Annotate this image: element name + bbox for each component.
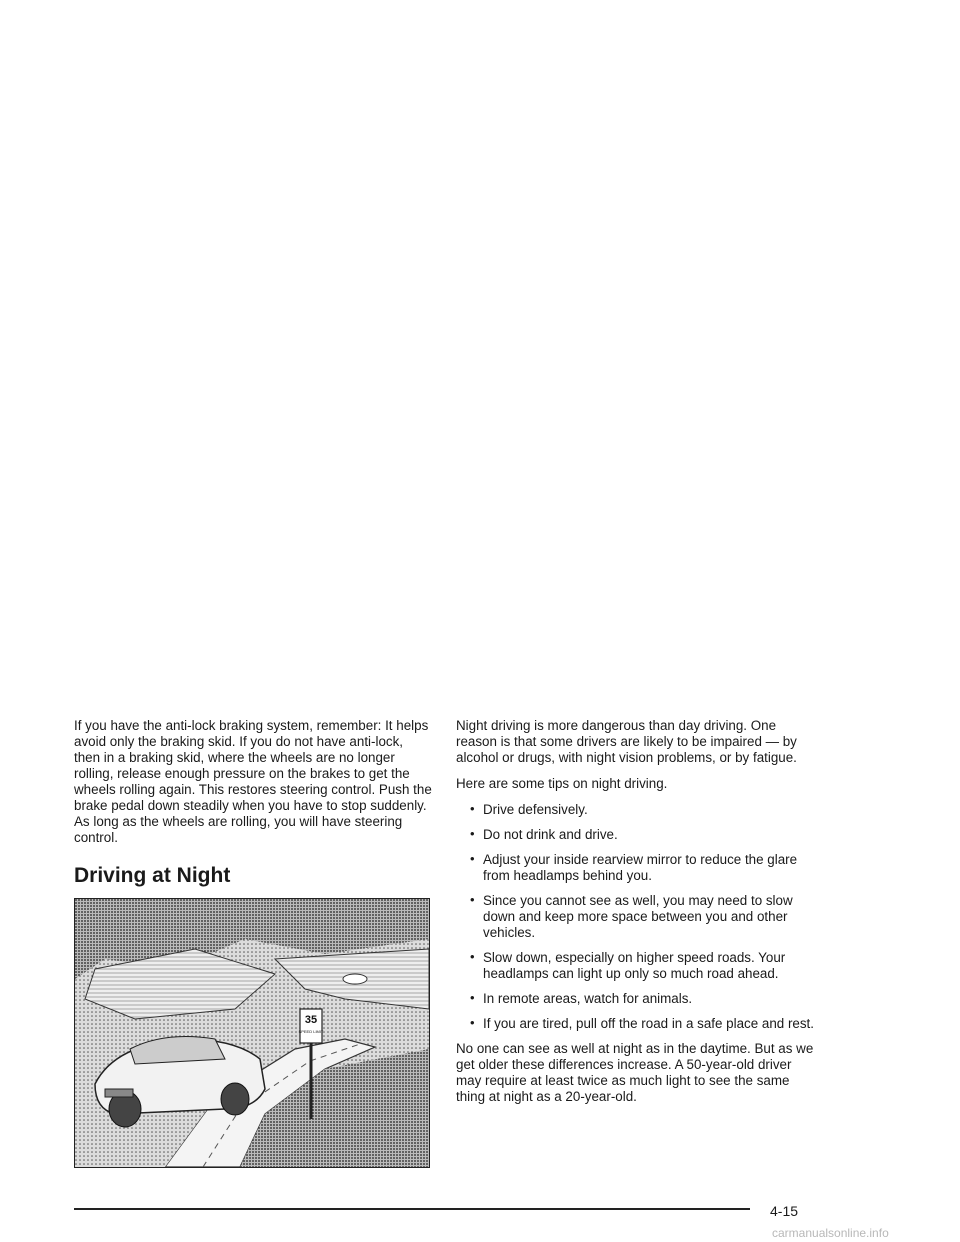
bullet-icon: • [470, 1015, 475, 1030]
watermark: carmanualsonline.info [772, 1226, 889, 1240]
list-item [456, 802, 814, 818]
sign-text: SPEED LIMIT [298, 1029, 324, 1034]
night-road-scene [75, 899, 429, 1167]
bullet-icon: • [470, 949, 475, 964]
intro-paragraph: Night driving is more dangerous than day driving. One reason is that some drivers are likely to be impaired — by alcohol or drugs, with night vision problems, or by fatigue. [456, 718, 797, 765]
list-item [456, 1016, 814, 1032]
tip-text: If you are tired, pull off the road in a safe place and rest. [483, 1016, 814, 1031]
abs-paragraph: If you have the anti-lock braking system, remember: It helps avoid only the braking skid. If you do not have anti-lock, then in a braking skid, where the wheels are no longer rolling, release enough pressure on the brakes to get the wheels rolling again. This restores steering control. Push the brake pedal down steadily when you have to stop suddenly. As long as the wheels are rolling, you will have steering control. [74, 718, 432, 845]
section-heading: Driving at Night [74, 864, 231, 887]
night-driving-illustration [74, 898, 430, 1168]
bullet-icon: • [470, 851, 475, 866]
tips-list [456, 802, 814, 1032]
list-item [456, 827, 814, 843]
sign-number: 35 [304, 1014, 318, 1026]
right-column [456, 718, 814, 1115]
bullet-icon: • [470, 826, 475, 841]
list-item [456, 950, 814, 982]
tips-lead: Here are some tips on night driving. [456, 776, 668, 791]
tip-text: Slow down, especially on higher speed roads. Your headlamps can light up only so much road ahead. [483, 950, 786, 981]
tip-text: Adjust your inside rearview mirror to reduce the glare from headlamps behind you. [483, 852, 798, 883]
tip-text: Drive defensively. [483, 802, 588, 817]
page-number: 4-15 [770, 1203, 799, 1219]
footer-rule [74, 1208, 750, 1210]
left-column [74, 718, 432, 902]
tip-text: Since you cannot see as well, you may need to slow down and keep more space between you and other vehicles. [483, 893, 793, 940]
bullet-icon: • [470, 892, 475, 907]
list-item [456, 893, 814, 941]
distant-car [343, 974, 367, 984]
tip-text: Do not drink and drive. [483, 827, 618, 842]
bullet-icon: • [470, 990, 475, 1005]
list-item [456, 852, 814, 884]
tip-text: In remote areas, watch for animals. [483, 991, 693, 1006]
closing-paragraph: No one can see as well at night as in the daytime. But as we get older these differences increase. A 50-year-old driver may require at least twice as much light to see the same thing at night as a 20-year-old. [456, 1041, 814, 1104]
list-item [456, 991, 814, 1007]
bullet-icon: • [470, 801, 475, 816]
